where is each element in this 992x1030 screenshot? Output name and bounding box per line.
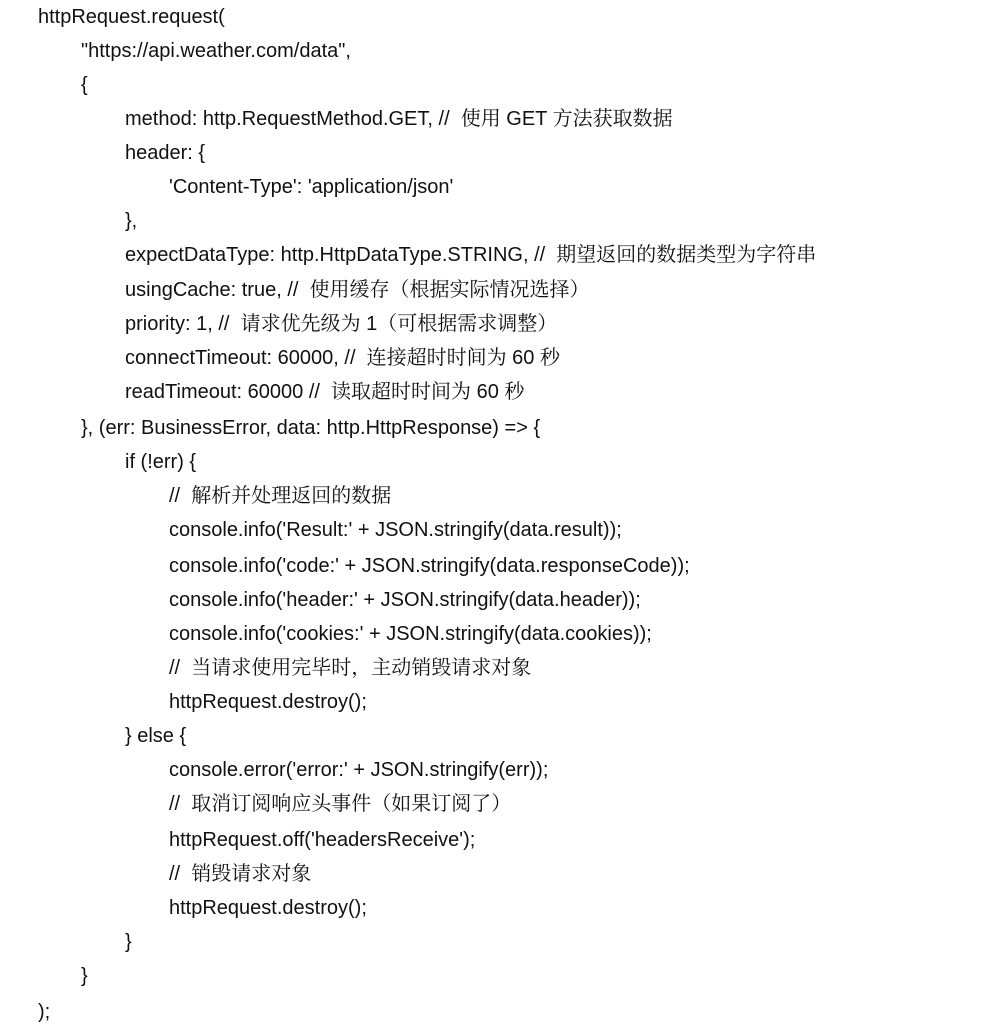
code-line: httpRequest.destroy();: [169, 691, 367, 713]
code-line: usingCache: true, // 使用缓存（根据实际情况选择）: [125, 279, 590, 301]
code-line: if (!err) {: [125, 451, 197, 473]
code-line: httpRequest.destroy();: [169, 897, 367, 919]
code-comment: // 解析并处理返回的数据: [169, 485, 392, 507]
code-line: }: [81, 965, 88, 987]
code-line: readTimeout: 60000 // 读取超时时间为 60 秒: [125, 381, 525, 403]
code-line: );: [38, 1001, 51, 1023]
code-line: header: {: [125, 142, 206, 164]
code-line: console.info('header:' + JSON.stringify(data.header));: [169, 589, 641, 611]
code-line: console.info('Result:' + JSON.stringify(data.result));: [169, 519, 622, 541]
code-comment: // 取消订阅响应头事件（如果订阅了）: [169, 793, 512, 815]
code-line: "https://api.weather.com/data",: [81, 40, 351, 62]
code-comment: // 当请求使用完毕时，主动销毁请求对象: [169, 657, 532, 679]
code-line: }: [125, 931, 132, 953]
code-line: connectTimeout: 60000, // 连接超时时间为 60 秒: [125, 347, 560, 369]
code-line: },: [125, 210, 138, 232]
code-line: 'Content-Type': 'application/json': [169, 176, 454, 198]
code-line: httpRequest.request(: [38, 6, 225, 28]
code-line: method: http.RequestMethod.GET, // 使用 GET 方法获取数据: [125, 108, 673, 130]
code-line: httpRequest.off('headersReceive');: [169, 829, 476, 851]
code-comment: // 销毁请求对象: [169, 863, 312, 885]
code-line: {: [81, 74, 88, 96]
code-line: console.info('cookies:' + JSON.stringify(data.cookies));: [169, 623, 652, 645]
code-line: expectDataType: http.HttpDataType.STRING, // 期望返回的数据类型为字符串: [125, 244, 817, 266]
code-line: }, (err: BusinessError, data: http.HttpResponse) => {: [81, 417, 541, 439]
code-line: console.error('error:' + JSON.stringify(err));: [169, 759, 549, 781]
code-line: console.info('code:' + JSON.stringify(data.responseCode));: [169, 555, 690, 577]
code-line: priority: 1, // 请求优先级为 1（可根据需求调整）: [125, 313, 558, 335]
code-line: } else {: [125, 725, 187, 747]
